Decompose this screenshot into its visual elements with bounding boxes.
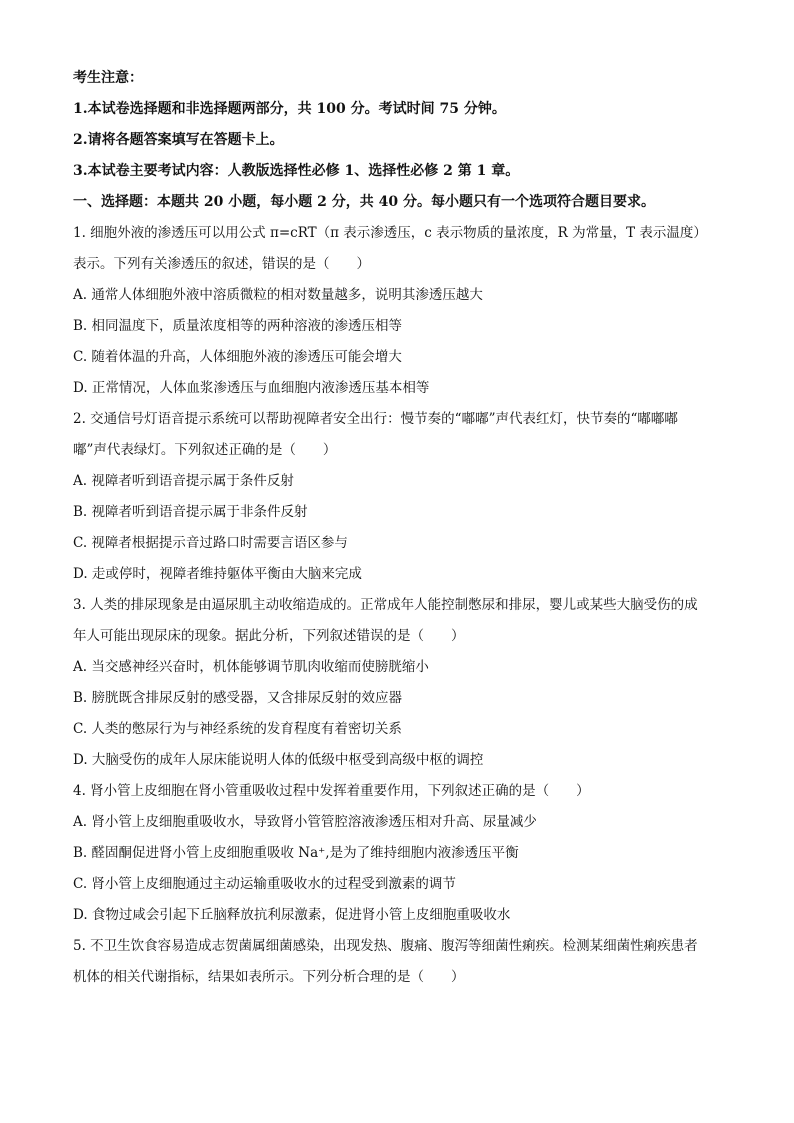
q1-stem-line-2: 表示。下列有关渗透压的叙述，错误的是（ ）: [73, 256, 370, 272]
q3-stem-line-1: 3. 人类的排尿现象是由逼尿肌主动收缩造成的。正常成年人能控制憋尿和排尿，婴儿或某些大脑受伤的成: [73, 597, 698, 613]
q3-option-d: D. 大脑受伤的成年人尿床能说明人体的低级中枢受到高级中枢的调控: [73, 752, 484, 768]
q1-option-d: D. 正常情况，人体血浆渗透压与血细胞内液渗透压基本相等: [73, 380, 430, 396]
q4-option-c: C. 肾小管上皮细胞通过主动运输重吸收水的过程受到激素的调节: [73, 876, 456, 892]
q1-stem-line-1: 1. 细胞外液的渗透压可以用公式 π=cRT（π 表示渗透压，c 表示物质的量浓度，R 为常量，T 表示温度）: [73, 225, 707, 241]
notice-item-3: 3.本试卷主要考试内容：人教版选择性必修 1、选择性必修 2 第 1 章。: [73, 163, 520, 179]
q5-stem-line-1: 5. 不卫生饮食容易造成志贺菌属细菌感染，出现发热、腹痛、腹泻等细菌性痢疾。检测某细菌性痢疾患者: [73, 938, 698, 954]
q4-option-b: B. 醛固酮促进肾小管上皮细胞重吸收 Na⁺,是为了维持细胞内液渗透压平衡: [73, 845, 519, 861]
q4-stem-line-1: 4. 肾小管上皮细胞在肾小管重吸收过程中发挥着重要作用，下列叙述正确的是（ ）: [73, 783, 590, 799]
notice-item-2: 2.请将各题答案填写在答题卡上。: [73, 132, 284, 148]
q2-stem-line-2: 嘟”声代表绿灯。下列叙述正确的是（ ）: [73, 442, 337, 458]
q2-stem-line-1: 2. 交通信号灯语音提示系统可以帮助视障者安全出行：慢节奏的“嘟嘟”声代表红灯，快节奏的“嘟嘟嘟: [73, 411, 678, 427]
q1-option-a: A. 通常人体细胞外液中溶质微粒的相对数量越多，说明其渗透压越大: [73, 287, 483, 303]
q3-option-b: B. 膀胱既含排尿反射的感受器，又含排尿反射的效应器: [73, 690, 403, 706]
q1-option-c: C. 随着体温的升高，人体细胞外液的渗透压可能会增大: [73, 349, 402, 365]
q4-option-d: D. 食物过咸会引起下丘脑释放抗利尿激素，促进肾小管上皮细胞重吸收水: [73, 907, 511, 923]
q2-option-a: A. 视障者听到语音提示属于条件反射: [73, 473, 294, 489]
q2-option-b: B. 视障者听到语音提示属于非条件反射: [73, 504, 308, 520]
q2-option-c: C. 视障者根据提示音过路口时需要言语区参与: [73, 535, 348, 551]
q5-stem-line-2: 机体的相关代谢指标，结果如表所示。下列分析合理的是（ ）: [73, 969, 465, 985]
notice-item-1: 1.本试卷选择题和非选择题两部分，共 100 分。考试时间 75 分钟。: [73, 101, 506, 117]
section-title: 一、选择题：本题共 20 小题，每小题 2 分，共 40 分。每小题只有一个选项符合题目要求。: [73, 194, 655, 210]
q2-option-d: D. 走或停时，视障者维持躯体平衡由大脑来完成: [73, 566, 362, 582]
q3-option-c: C. 人类的憋尿行为与神经系统的发育程度有着密切关系: [73, 721, 402, 737]
q3-stem-line-2: 年人可能出现尿床的现象。据此分析，下列叙述错误的是（ ）: [73, 628, 465, 644]
notice-heading: 考生注意：: [73, 70, 143, 86]
q4-option-a: A. 肾小管上皮细胞重吸收水，导致肾小管管腔溶液渗透压相对升高、尿量减少: [73, 814, 537, 830]
q1-option-b: B. 相同温度下，质量浓度相等的两种溶液的渗透压相等: [73, 318, 403, 334]
q3-option-a: A. 当交感神经兴奋时，机体能够调节肌肉收缩而使膀胱缩小: [73, 659, 429, 675]
